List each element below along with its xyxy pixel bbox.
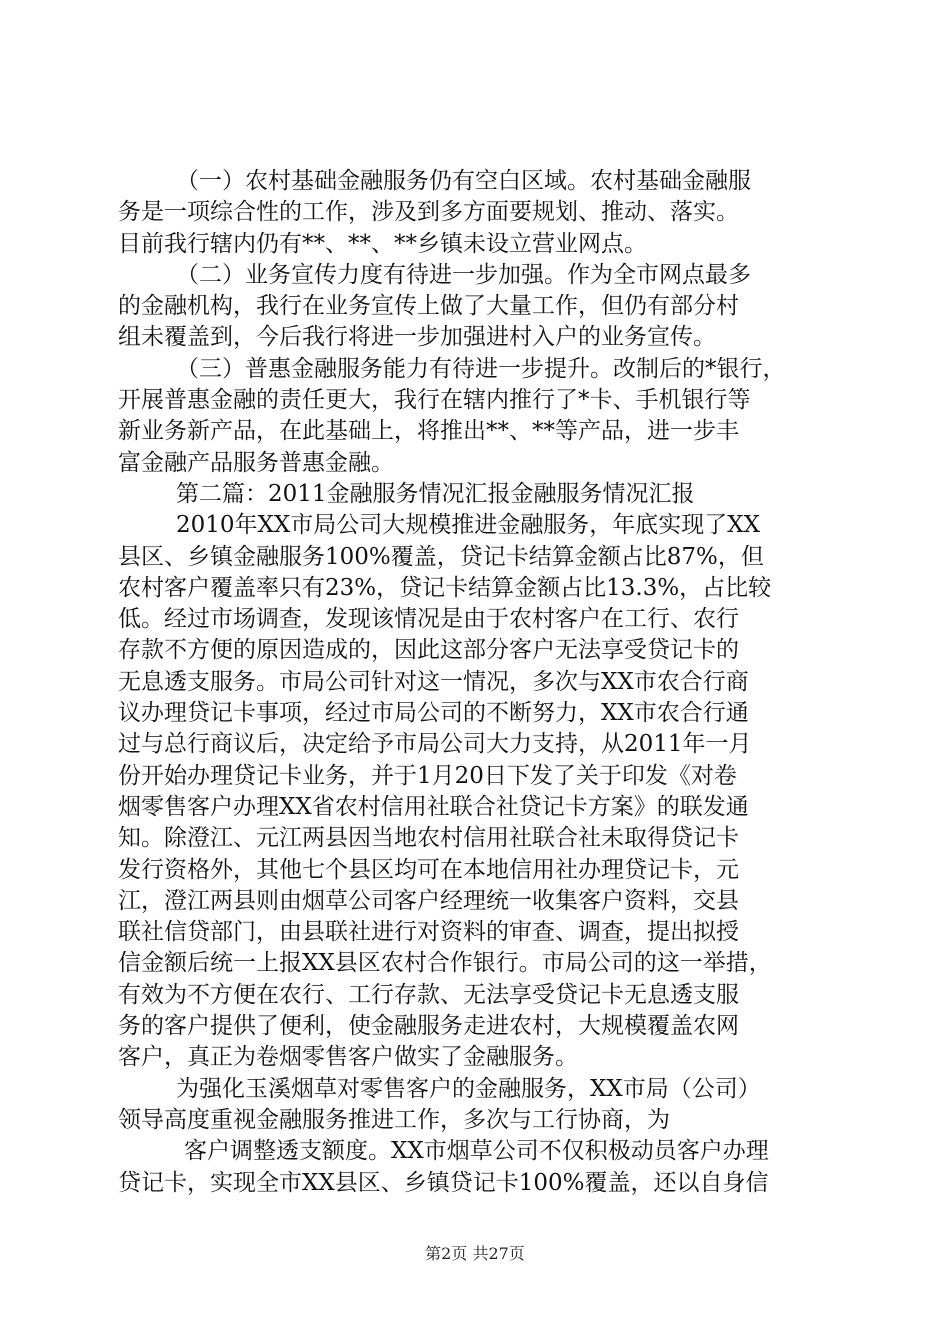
text-line: 过与总行商议后，决定给予市局公司大力支持，从2011年一月 — [118, 731, 752, 758]
text-line: 贷记卡，实现全市XX县区、乡镇贷记卡100%覆盖，还以自身信 — [118, 1169, 769, 1196]
text-line: 存款不方便的原因造成的，因此这部分客户无法享受贷记卡的 — [118, 637, 739, 664]
text-line: 联社信贷部门，由县联社进行对资料的审查、调查，提出拟授 — [118, 919, 739, 946]
text-line: 为强化玉溪烟草对零售客户的金融服务，XX市局（公司） — [176, 1075, 761, 1102]
text-line: 无息透支服务。市局公司针对这一情况，多次与XX市农合行商 — [118, 668, 749, 695]
text-line: 组未覆盖到，今后我行将进一步加强进村入户的业务宣传。 — [118, 324, 716, 351]
text-line: 富金融产品服务普惠金融。 — [118, 449, 394, 476]
text-line: 知。除澄江、元江两县因当地农村信用社联合社未取得贷记卡 — [118, 825, 739, 852]
text-line: 低。经过市场调查，发现该情况是由于农村客户在工行、农行 — [118, 606, 739, 633]
text-line: 新业务新产品，在此基础上，将推出**、**等产品，进一步丰 — [118, 418, 739, 445]
text-line: 开展普惠金融的责任更大，我行在辖内推行了*卡、手机银行等 — [118, 387, 751, 414]
text-line: 信金额后统一上报XX县区农村合作银行。市局公司的这一举措， — [118, 950, 772, 977]
text-line: 有效为不方便在农行、工行存款、无法享受贷记卡无息透支服 — [118, 981, 739, 1008]
text-line: （一）农村基础金融服务仍有空白区域。农村基础金融服 — [176, 168, 751, 194]
text-line: 烟零售客户办理XX省农村信用社联合社贷记卡方案》的联发通 — [118, 793, 749, 820]
text-line: 务的客户提供了便利，使金融服务走进农村，大规模覆盖农网 — [118, 1013, 739, 1040]
text-line: （二）业务宣传力度有待进一步加强。作为全市网点最多 — [176, 261, 751, 288]
text-line: 的金融机构，我行在业务宣传上做了大量工作，但仍有部分村 — [118, 293, 739, 320]
text-line: 江，澄江两县则由烟草公司客户经理统一收集客户资料，交县 — [118, 887, 739, 914]
text-line: 务是一项综合性的工作，涉及到多方面要规划、推动、落实。 — [118, 199, 739, 226]
document-body — [118, 166, 834, 1199]
text-line: （三）普惠金融服务能力有待进一步提升。改制后的*银行， — [176, 355, 786, 382]
text-line: 县区、乡镇金融服务100%覆盖，贷记卡结算金额占比87%，但 — [118, 543, 764, 570]
text-line: 目前我行辖内仍有**、**、**乡镇未设立营业网点。 — [118, 230, 647, 257]
text-line: 客户，真正为卷烟零售客户做实了金融服务。 — [118, 1044, 578, 1071]
text-line: 发行资格外，其他七个县区均可在本地信用社办理贷记卡，元 — [118, 856, 739, 883]
text-line: 份开始办理贷记卡业务，并于1月20日下发了关于印发《对卷 — [118, 762, 737, 789]
text-line: 第二篇：2011金融服务情况汇报金融服务情况汇报 — [176, 480, 695, 507]
text-line: 议办理贷记卡事项，经过市局公司的不断努力，XX市农合行通 — [118, 700, 749, 727]
text-line: 领导高度重视金融服务推进工作，多次与工行协商，为 — [118, 1106, 670, 1133]
page-footer: 第2页 共27页 — [425, 1244, 525, 1263]
text-line: 2010年XX市局公司大规模推进金融服务，年底实现了XX — [176, 512, 761, 539]
text-line: 客户调整透支额度。XX市烟草公司不仅积极动员客户办理 — [184, 1138, 769, 1165]
text-line: 农村客户覆盖率只有23%，贷记卡结算金额占比13.3%，占比较 — [118, 574, 772, 601]
